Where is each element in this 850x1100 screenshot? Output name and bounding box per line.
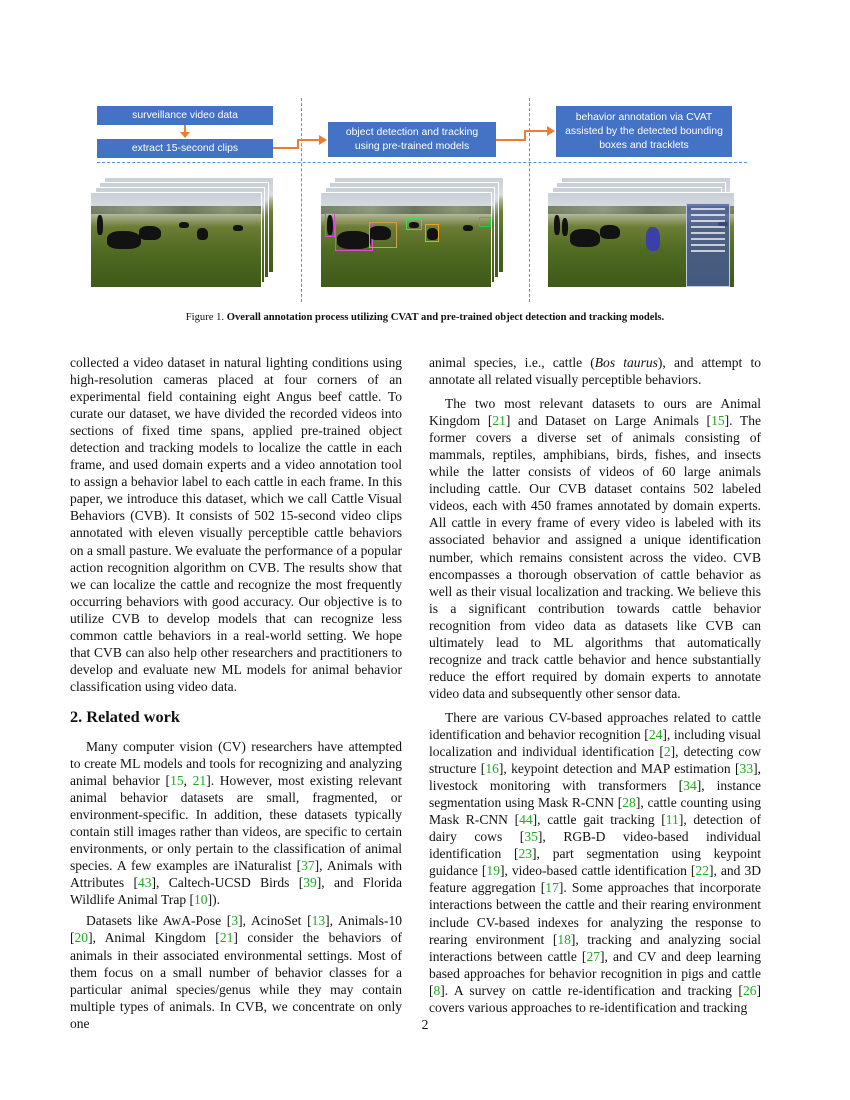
- figure-caption: [0, 311, 850, 324]
- arrow-right-head: [319, 135, 327, 145]
- arrow-right: [496, 139, 524, 141]
- dashed-separator: [529, 98, 530, 302]
- citation-link[interactable]: 8: [433, 982, 441, 998]
- citation-link[interactable]: 28: [622, 795, 636, 811]
- figure-annotation-pipeline: [85, 92, 765, 302]
- section-heading: 2. Related work: [70, 706, 180, 726]
- citation-link[interactable]: 18: [557, 931, 571, 947]
- citation-link[interactable]: 27: [586, 948, 600, 964]
- citation-link[interactable]: 26: [742, 982, 757, 998]
- arrow-right-head: [547, 126, 555, 136]
- citation-link[interactable]: 21: [192, 773, 207, 789]
- video-frames-raw: [90, 177, 275, 289]
- caption-label: Figure 1.: [185, 312, 225, 323]
- citation-link[interactable]: 33: [739, 761, 754, 777]
- citation-link[interactable]: 23: [518, 846, 533, 862]
- paragraph: animal species, i.e., cattle (Bos taurus), and attempt to annotate all related visually perceptible behaviors.: [429, 355, 761, 388]
- citation-link[interactable]: 22: [695, 863, 709, 879]
- citation-link[interactable]: 11: [665, 812, 679, 828]
- cattle-field-image: [90, 192, 262, 288]
- citation-link[interactable]: 10: [194, 892, 208, 908]
- citation-link[interactable]: 39: [303, 875, 317, 891]
- paragraph: There are various CV-based approaches related to cattle identification and behavior recognition [24], including visual localization and individual identification [2], detecting cow structure [16], keypoint detection and MAP estimation [33], livestock monitoring with transformers [34], instance segmentation using Mask R-CNN [28], cattle counting using Mask R-CNN [44], cattle gait tracking [11], detection of dairy cows [35], RGB-D video-based individual identification [23], part segmentation using keypoint guidance [19], video-based cattle identification [22], and 3D feature aggregation [17]. Some approaches that incorporate interactions between the cattle and their rearing environment include CV-based indexes for analyzing the response to rearing environment [18], tracking and analyzing social interactions between cattle [27], and CV and deep learning based approaches for behavior recognition in pigs and cattle [8]. A survey on cattle re-identification and tracking [26] covers various approaches to re-identification and tracking: [429, 709, 762, 1015]
- citation-link[interactable]: 2: [663, 744, 671, 760]
- citation-link[interactable]: 37: [301, 858, 315, 874]
- dashed-separator: [97, 162, 747, 163]
- citation-link[interactable]: 3: [231, 913, 239, 929]
- left-column: [70, 354, 402, 1032]
- citation-link[interactable]: 24: [648, 726, 663, 742]
- arrow-down-head: [180, 132, 190, 138]
- video-frames-cvat: [547, 177, 732, 289]
- caption-text: Overall annotation process utilizing CVAT and pre-trained object detection and tracking models.: [226, 312, 665, 323]
- citation-link[interactable]: 15: [170, 773, 184, 789]
- citation-link[interactable]: 13: [311, 913, 326, 929]
- paragraph: The two most relevant datasets to ours are Animal Kingdom [21] and Dataset on Large Animals [15]. The former covers a diverse set of animals consisting of mammals, reptiles, amphibians, birds, fishes, and insects while the latter consists of videos of 60 large animals including cattle. Our CVB dataset contains 502 labeled videos, each with 450 frames annotated by domain experts. All cattle in every frame of every video is labeled with its associated behavior and assigned a unique identification number, which remains consistent across the video. CVB encompasses a thorough observation of cattle behavior as well as their visual localization and tracking. We believe this is a significant contribution towards cattle behavior recognition from video data as datasets like CVB can ultimately lead to ML algorithms that automatically recognize and track cattle behavior and hence substantially reduce the effort required by domain experts to annotate video data and subsequently other sensor data.: [429, 396, 761, 701]
- italic-term: Bos taurus: [594, 355, 658, 370]
- citation-link[interactable]: 17: [545, 880, 559, 896]
- paragraph: Many computer vision (CV) researchers have attempted to create ML models and tools for recognizing and analyzing animal behavior [15, 21]. However, most existing relevant animal behavior datasets are small, fragmented, or environment-specific. In addition, these datasets typically contain still images rather than videos, are specific to certain environments, or only pertain to the classification of animal species. A few examples are iNaturalist [37], Animals with Attributes [43], Caltech-UCSD Birds [39], and Florida Wildlife Animal Trap [10]).: [70, 738, 403, 908]
- box-behavior-annotation: behavior annotation via CVAT assisted by the detected bounding boxes and tracklets: [556, 106, 732, 157]
- arrow-right: [273, 147, 297, 149]
- citation-link[interactable]: 19: [486, 863, 500, 879]
- cvat-annotation-image: [547, 192, 735, 288]
- citation-link[interactable]: 43: [138, 875, 152, 891]
- citation-link[interactable]: 44: [519, 812, 533, 828]
- arrow-right: [297, 139, 319, 141]
- paragraph: Datasets like AwA-Pose [3], AcinoSet [13], Animals-10 [20], Animal Kingdom [21] consider the behaviors of animals in their associated environmental settings. Most of them focus on a small number of behavior classes for a particular animal species/genus while they may contain multiple types of animals. In CVB, we concentrate on only one: [70, 913, 402, 1031]
- arrow-right: [524, 130, 547, 132]
- right-column: [429, 354, 761, 1016]
- citation-link[interactable]: 35: [524, 829, 538, 845]
- cattle-detection-image: [320, 192, 492, 288]
- citation-link[interactable]: 15: [711, 413, 725, 429]
- box-object-detection-tracking: object detection and tracking using pre-trained models: [328, 122, 496, 157]
- box-surveillance-video-data: surveillance video data: [97, 106, 273, 125]
- citation-link[interactable]: 16: [485, 761, 499, 777]
- cvat-panel: [686, 203, 730, 287]
- citation-link[interactable]: 21: [492, 413, 506, 429]
- citation-link[interactable]: 20: [74, 930, 89, 946]
- citation-link[interactable]: 34: [683, 778, 697, 794]
- citation-link[interactable]: 21: [219, 930, 234, 946]
- video-frames-detection: [320, 177, 505, 289]
- paragraph: collected a video dataset in natural lighting conditions using high-resolution cameras placed at four corners of an experimental field containing eight Angus beef cattle. To curate our dataset, we have divided the recorded videos into sections of fixed time spans, applied pre-trained object detection and tracking models to localize the cattle in each frame, and used domain experts and a video annotation tool to assign a behavior label to each cattle in each frame. In this paper, we introduce this dataset, which we call Cattle Visual Behaviors (CVB). It consists of 502 15-second video clips annotated with eleven visually perceptible cattle behaviors on a small pasture. We evaluate the performance of a popular action recognition algorithm on CVB. The results show that we can localize the cattle and recognize the most frequently occurring behaviors with good accuracy. Our objective is to utilize CVB to develop models that can recognize less common cattle behaviors in a real-world setting. We hope that CVB can also help other researchers and practitioners to develop and evaluate new ML models for animal behavior classification using video data.: [70, 355, 402, 694]
- dashed-separator: [301, 98, 302, 302]
- box-extract-clips: extract 15-second clips: [97, 139, 273, 158]
- page-number: 2: [421, 1017, 429, 1032]
